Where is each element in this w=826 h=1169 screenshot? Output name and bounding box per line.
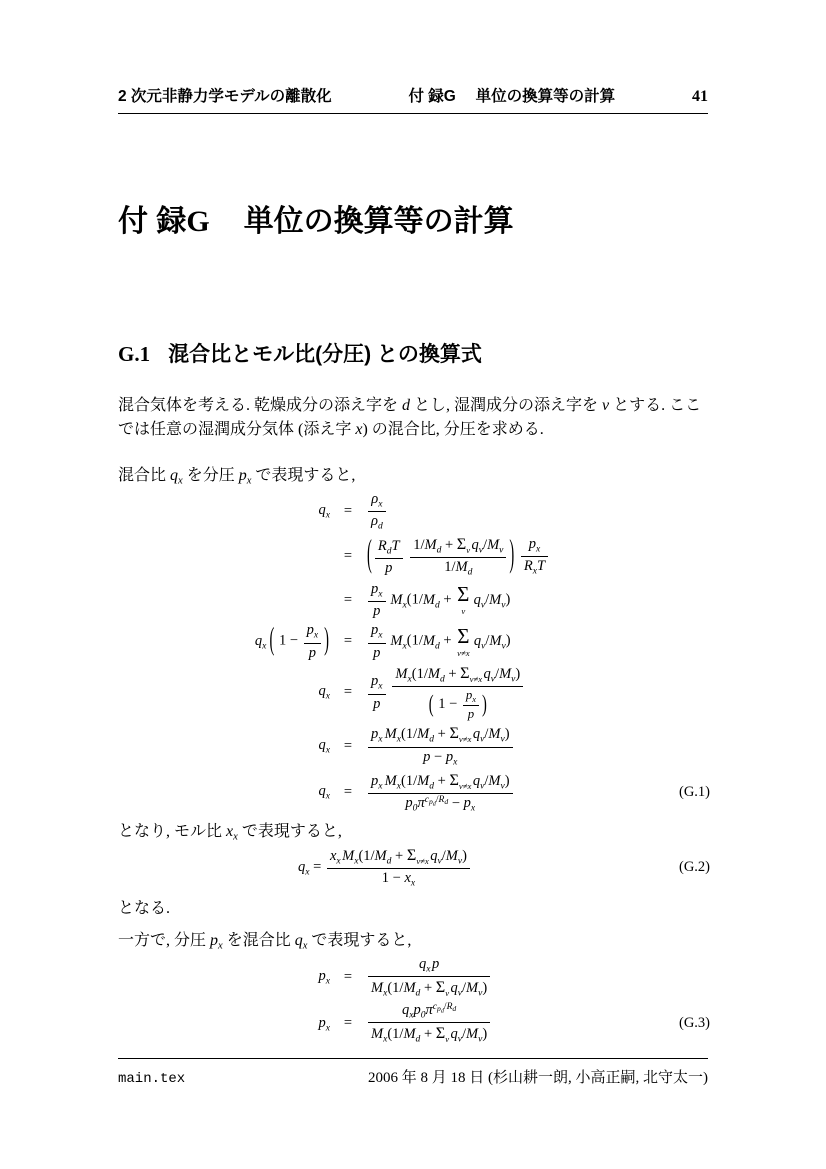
math-var: $M_d$ bbox=[455, 559, 473, 578]
text-run: で表現すると, bbox=[237, 823, 342, 840]
math-var: $q_v$ bbox=[473, 632, 486, 652]
math-var: $M_d$ bbox=[403, 980, 421, 999]
header-section-title: 2 次元非静力学モデルの離散化 bbox=[118, 88, 332, 105]
paragraph-partial-pressure-lead bbox=[118, 929, 712, 955]
math-var: $q_x$ bbox=[318, 502, 330, 521]
section-number: G.1 bbox=[118, 342, 151, 366]
header-chapter-title: 付 録G 単位の換算等の計算 bbox=[408, 88, 616, 105]
equation-relation: = bbox=[343, 783, 353, 800]
fraction bbox=[366, 622, 388, 660]
math-var: $M_v$ bbox=[489, 632, 506, 652]
equation-row bbox=[118, 956, 710, 999]
math-var: $M_v$ bbox=[489, 591, 506, 610]
math-var: $M_d$ bbox=[422, 632, 440, 652]
math-var: $M_d$ bbox=[374, 848, 392, 867]
math-var: $\pi^{cpd/Rd}$ bbox=[425, 1001, 457, 1019]
math-var: $q_v$ bbox=[450, 980, 463, 999]
math-var: $q_x$ bbox=[419, 956, 431, 975]
math-var: $p_x$ bbox=[318, 1014, 330, 1033]
math-roman: / bbox=[483, 537, 488, 554]
math-roman: / bbox=[485, 591, 490, 608]
summation: $\Sigma_{v\ne x}$ bbox=[460, 663, 483, 684]
footer-filename: main.tex bbox=[118, 1071, 186, 1087]
math-var: $p_x$ bbox=[528, 536, 541, 555]
summation: $\Sigma_v$ bbox=[435, 978, 450, 998]
math-var: $M_x$ bbox=[342, 848, 359, 867]
math-var: $M_x$ bbox=[384, 772, 402, 791]
math-var: $p_x$ bbox=[371, 772, 383, 791]
math-var: $p_x$ bbox=[371, 726, 383, 745]
equation-relation: = bbox=[343, 548, 353, 565]
math-var: $M_x$ bbox=[395, 665, 412, 685]
math-var: $M_x$ bbox=[390, 591, 407, 610]
equation-rhs bbox=[366, 535, 652, 578]
math-roman: 1/ bbox=[444, 559, 456, 576]
big-paren: ) bbox=[324, 622, 329, 659]
equation-rhs bbox=[366, 581, 652, 619]
math-var: $p_x$ bbox=[318, 968, 330, 987]
math-roman: / bbox=[441, 848, 446, 864]
fraction bbox=[366, 673, 388, 711]
chapter-heading bbox=[118, 202, 710, 241]
math-var: $\rho_x$ bbox=[371, 491, 383, 510]
math-var: $M_x$ bbox=[371, 1026, 388, 1045]
math-var: $q_v$ bbox=[472, 726, 485, 745]
math-roman: (1/ bbox=[401, 726, 418, 743]
math-var: $x_x$ bbox=[329, 848, 341, 867]
fraction bbox=[366, 581, 388, 619]
summation: Σ v≠x bbox=[457, 623, 470, 658]
equation-row bbox=[118, 771, 710, 814]
text-run: で表現すると, bbox=[307, 932, 412, 949]
fraction bbox=[325, 846, 472, 889]
math-var: $q_x$ bbox=[294, 932, 308, 952]
equation-relation: = bbox=[343, 633, 353, 650]
equation-row bbox=[118, 664, 710, 722]
fraction bbox=[366, 771, 515, 814]
equation-lhs bbox=[118, 683, 330, 701]
math-var: $M_x$ bbox=[384, 726, 402, 745]
math-var: p bbox=[373, 603, 381, 620]
chapter-title: 単位の換算等の計算 bbox=[243, 205, 514, 238]
equation-rhs bbox=[366, 724, 652, 767]
big-paren: ( bbox=[269, 622, 275, 659]
math-roman: / bbox=[495, 665, 500, 682]
equation-group-g2 bbox=[118, 843, 710, 892]
big-paren: ( bbox=[367, 534, 372, 577]
math-var: $M_d$ bbox=[422, 591, 440, 610]
equation-row bbox=[118, 622, 710, 660]
math-var: $\rho_d$ bbox=[371, 513, 383, 532]
summation: $\Sigma_{v\ne x}$ bbox=[449, 770, 472, 791]
equation-row bbox=[118, 1002, 710, 1045]
running-header bbox=[118, 84, 708, 114]
math-var: p bbox=[373, 644, 381, 661]
math-var: $p_x$ bbox=[371, 622, 383, 641]
text-run: を分圧 bbox=[182, 467, 239, 484]
math-roman: ) bbox=[505, 591, 511, 608]
text-run: 一方で, 分圧 bbox=[118, 932, 211, 949]
math-var: $\pi^{cpd/Rd}$ bbox=[417, 793, 449, 811]
math-var: $R_x$ bbox=[523, 558, 537, 577]
math-var: $M_d$ bbox=[417, 772, 434, 791]
math-var: cpd bbox=[424, 793, 436, 808]
math-roman: + bbox=[444, 665, 461, 682]
math-var: T bbox=[391, 537, 400, 554]
equation-lhs bbox=[118, 502, 330, 520]
fraction bbox=[366, 956, 492, 999]
math-var: $p_0$ bbox=[413, 1002, 426, 1021]
math-roman: / bbox=[484, 726, 489, 743]
math-roman: + bbox=[420, 1026, 436, 1043]
math-var: $q_v$ bbox=[472, 772, 485, 791]
math-roman: (1/ bbox=[401, 772, 418, 789]
equation-row bbox=[118, 846, 710, 889]
math-var: Rd bbox=[438, 793, 449, 806]
math-var: $M_d$ bbox=[427, 665, 445, 685]
math-roman: / bbox=[484, 772, 489, 789]
math-var: $p_x$ bbox=[238, 467, 252, 487]
summation: $\Sigma_{v\ne x}$ bbox=[406, 846, 429, 866]
math-var: $M_v$ bbox=[466, 1026, 483, 1045]
math-roman: + bbox=[434, 726, 450, 743]
fraction bbox=[390, 664, 525, 722]
math-roman: 1 − bbox=[434, 695, 461, 712]
equation-relation: = bbox=[343, 1015, 353, 1032]
math-var: $R_d$ bbox=[377, 537, 392, 556]
math-roman: (1/ bbox=[406, 591, 423, 608]
equation-rhs bbox=[366, 771, 652, 814]
equation-lhs bbox=[118, 737, 330, 755]
math-var: $q_x$ bbox=[298, 858, 310, 878]
math-var: $p_x$ bbox=[463, 794, 476, 814]
equation-row bbox=[118, 535, 710, 578]
math-var: p bbox=[467, 707, 475, 722]
math-roman: / bbox=[462, 980, 467, 997]
math-var: $M_v$ bbox=[488, 772, 505, 791]
section-heading bbox=[118, 338, 710, 368]
math-roman: (1/ bbox=[358, 848, 375, 864]
math-roman: ) bbox=[482, 980, 488, 997]
text-run: で表現すると, bbox=[251, 467, 356, 484]
math-roman: + bbox=[391, 848, 407, 864]
math-roman: ) bbox=[515, 665, 521, 682]
math-var: $q_x$ bbox=[254, 632, 267, 652]
math-var: T bbox=[536, 558, 546, 575]
text-run: とする. ここでは任意の湿潤成分気体 (添え字 bbox=[118, 397, 702, 438]
math-var: $M_d$ bbox=[424, 537, 442, 556]
math-var: $q_x$ bbox=[318, 683, 330, 702]
paragraph-molar-ratio-lead bbox=[118, 820, 712, 846]
paragraph-conclusion bbox=[118, 897, 712, 921]
math-var: $x_x$ bbox=[404, 870, 416, 889]
summation: $\Sigma_{v\ne x}$ bbox=[449, 724, 472, 745]
math-var: $q_v$ bbox=[430, 848, 442, 867]
math-var: p bbox=[308, 644, 317, 661]
equation-relation: = bbox=[343, 684, 353, 701]
math-roman: (1/ bbox=[387, 980, 404, 997]
math-var: $q_v$ bbox=[471, 537, 484, 556]
math-roman: + bbox=[420, 980, 436, 997]
math-var: $q_v$ bbox=[450, 1026, 463, 1045]
fraction bbox=[519, 536, 550, 577]
math-var: $p_x$ bbox=[465, 687, 477, 704]
text-run: 混合気体を考える. 乾燥成分の添え字を bbox=[118, 397, 403, 414]
math-roman: ) bbox=[504, 772, 510, 789]
equation-relation: = bbox=[343, 591, 353, 608]
paragraph-intro bbox=[118, 394, 712, 442]
equation-row bbox=[118, 581, 710, 619]
math-roman: / bbox=[443, 1001, 447, 1013]
math-var: v bbox=[602, 397, 610, 414]
math-var: $p_x$ bbox=[445, 748, 458, 767]
fraction bbox=[366, 724, 515, 767]
equation-lhs bbox=[118, 1015, 330, 1033]
fraction bbox=[408, 535, 508, 578]
math-var: $p_x$ bbox=[306, 622, 319, 641]
math-var: $M_v$ bbox=[499, 665, 516, 685]
equation-row bbox=[118, 491, 710, 532]
math-var: $p_x$ bbox=[210, 932, 223, 952]
math-var: p bbox=[385, 559, 393, 576]
text-run: 混合比 bbox=[118, 467, 171, 484]
math-var: $p_x$ bbox=[371, 581, 383, 600]
fraction bbox=[461, 688, 481, 722]
math-var: $M_v$ bbox=[487, 537, 504, 556]
equation-rhs bbox=[366, 664, 652, 722]
math-var: $M_v$ bbox=[488, 726, 505, 745]
math-roman: 1 − bbox=[275, 632, 302, 649]
math-var: $q_v$ bbox=[483, 665, 496, 685]
equation-relation: = bbox=[343, 503, 353, 520]
text-run: となり, モル比 bbox=[118, 823, 227, 840]
math-roman: − bbox=[448, 794, 464, 811]
summation: $\Sigma_v$ bbox=[456, 535, 471, 555]
equation-rhs bbox=[366, 622, 652, 660]
math-var: $M_v$ bbox=[445, 848, 463, 867]
big-paren: ( bbox=[428, 690, 434, 719]
paragraph-mixing-ratio-lead bbox=[118, 464, 712, 490]
math-var: $q_x$ bbox=[170, 467, 183, 487]
math-var: pd bbox=[428, 796, 436, 808]
math-roman: / bbox=[485, 632, 490, 649]
math-var: $M_x$ bbox=[390, 632, 407, 652]
text-run: となる. bbox=[118, 900, 171, 917]
equation-rhs bbox=[366, 956, 652, 999]
summation: $\Sigma_v$ bbox=[435, 1024, 450, 1045]
page-number: 41 bbox=[691, 88, 708, 105]
equation-lhs bbox=[118, 783, 330, 801]
equation-relation: = bbox=[343, 737, 353, 754]
math-var: Rd bbox=[446, 1001, 457, 1013]
text-run: を混合比 bbox=[222, 932, 295, 949]
math-var: pd bbox=[437, 1004, 444, 1015]
equation-relation: = bbox=[343, 969, 353, 986]
math-var: p bbox=[373, 695, 381, 712]
math-roman: + bbox=[434, 772, 450, 789]
math-roman: 1 − bbox=[381, 870, 405, 887]
fraction bbox=[373, 538, 405, 576]
math-var: $x_x$ bbox=[226, 823, 238, 843]
math-var: $q_x$ bbox=[401, 1002, 414, 1021]
math-roman: − bbox=[430, 748, 446, 765]
footer-date-authors: 2006 年 8 月 18 日 (杉山耕一朗, 小高正嗣, 北守太一) bbox=[368, 1070, 708, 1086]
equation-body bbox=[118, 846, 652, 889]
chapter-label-jp: 付 録 bbox=[118, 205, 187, 238]
math-roman: / bbox=[462, 1026, 467, 1043]
equation-group-g3 bbox=[118, 953, 710, 1048]
math-roman: / bbox=[435, 793, 439, 805]
section-title: 混合比とモル比(分圧) との換算式 bbox=[168, 343, 482, 366]
math-roman: + bbox=[441, 537, 457, 554]
text-run: ) の混合比, 分圧を求める. bbox=[362, 421, 544, 438]
big-paren: ) bbox=[482, 690, 487, 719]
math-var: $q_x$ bbox=[318, 736, 330, 756]
math-roman: = bbox=[309, 858, 325, 875]
math-var: $p_x$ bbox=[371, 673, 383, 692]
equation-number: (G.3) bbox=[678, 1015, 710, 1032]
math-roman: ) bbox=[505, 632, 511, 649]
math-roman: + bbox=[439, 591, 456, 608]
math-roman: (1/ bbox=[406, 632, 423, 649]
math-var: $M_d$ bbox=[403, 1026, 421, 1045]
math-var: cpd bbox=[432, 1001, 444, 1015]
equation-number: (G.2) bbox=[678, 859, 710, 876]
math-var: $q_v$ bbox=[473, 591, 486, 610]
math-var: p bbox=[431, 956, 440, 972]
equation-group-g1 bbox=[118, 488, 710, 817]
equation-rhs bbox=[366, 491, 652, 532]
math-roman: (1/ bbox=[411, 665, 428, 682]
math-roman: + bbox=[439, 632, 456, 649]
summation: Σ v bbox=[457, 582, 470, 617]
math-roman: 1/ bbox=[413, 537, 425, 554]
math-var: $M_d$ bbox=[417, 726, 434, 745]
math-var: d bbox=[402, 397, 411, 414]
math-var: p bbox=[423, 748, 431, 765]
equation-rhs bbox=[366, 1002, 652, 1045]
math-var: $M_v$ bbox=[466, 980, 483, 999]
math-roman: ) bbox=[504, 726, 510, 743]
equation-lhs bbox=[118, 968, 330, 986]
equation-row bbox=[118, 724, 710, 767]
fraction bbox=[302, 622, 324, 660]
math-var: $p_0$ bbox=[405, 794, 418, 814]
fraction bbox=[366, 1002, 492, 1045]
equation-number: (G.1) bbox=[678, 783, 710, 800]
big-paren: ) bbox=[509, 534, 515, 577]
math-var: $q_x$ bbox=[318, 783, 330, 802]
chapter-label-letter: G bbox=[186, 205, 210, 238]
math-roman: ) bbox=[482, 1026, 488, 1043]
equation-lhs bbox=[118, 622, 330, 660]
math-roman: (1/ bbox=[387, 1026, 404, 1043]
page-footer bbox=[118, 1058, 708, 1087]
text-run: とし, 湿潤成分の添え字を bbox=[410, 397, 603, 414]
math-roman: ) bbox=[462, 848, 467, 864]
fraction bbox=[366, 491, 388, 532]
math-var: $M_x$ bbox=[371, 980, 388, 999]
math-var: x bbox=[355, 421, 363, 438]
